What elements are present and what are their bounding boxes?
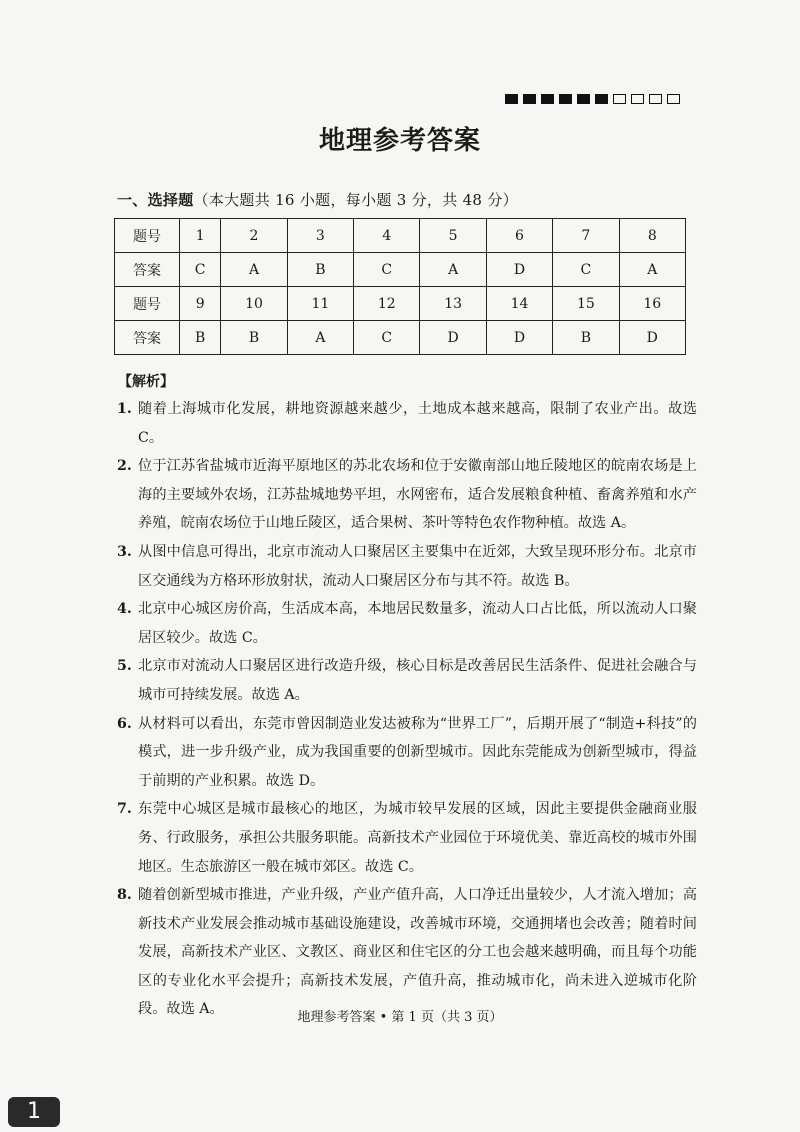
page-number-badge: 1	[8, 1097, 60, 1127]
analysis-item-number: 8.	[117, 887, 132, 904]
progress-mark-filled	[541, 94, 554, 104]
analysis-label: 【解析】	[118, 374, 174, 390]
table-cell: D	[420, 321, 486, 355]
analysis-item-number: 5.	[117, 658, 132, 675]
analysis-item	[117, 595, 697, 652]
table-cell: D	[486, 253, 552, 287]
analysis-item-text: 东莞中心城区是城市最核心的地区，为城市较早发展的区域，因此主要提供金融商业服务、行政服务，承担公共服务职能。高新技术产业园位于环境优美、靠近高校的城市外围地区。生态旅游区一般在城市郊区。故选 C。	[138, 801, 697, 875]
analysis-item	[117, 652, 697, 709]
table-cell: A	[287, 321, 353, 355]
analysis-item	[117, 710, 697, 796]
analysis-item	[117, 538, 697, 595]
table-cell: B	[180, 321, 221, 355]
table-row-header: 答案	[115, 321, 180, 355]
analysis-item-number: 4.	[117, 601, 132, 618]
analysis-item	[117, 452, 697, 538]
table-cell: B	[221, 321, 287, 355]
table-row-header: 题号	[115, 219, 180, 253]
analysis-item-number: 2.	[117, 458, 132, 475]
table-cell: 16	[619, 287, 685, 321]
analysis-item-text: 北京市对流动人口聚居区进行改造升级，核心目标是改善居民生活条件、促进社会融合与城市可持续发展。故选 A。	[138, 658, 697, 703]
table-cell: 14	[486, 287, 552, 321]
table-cell: C	[354, 253, 420, 287]
section-heading	[117, 189, 518, 210]
table-cell: 11	[287, 287, 353, 321]
table-cell: B	[553, 321, 619, 355]
table-row	[115, 253, 686, 287]
table-cell: D	[619, 321, 685, 355]
table-cell: 8	[619, 219, 685, 253]
table-cell: B	[287, 253, 353, 287]
progress-marks	[505, 94, 680, 104]
table-cell: A	[619, 253, 685, 287]
table-row	[115, 321, 686, 355]
table-cell: C	[180, 253, 221, 287]
analysis-list	[117, 395, 697, 1024]
table-cell: 4	[354, 219, 420, 253]
progress-mark-filled	[505, 94, 518, 104]
analysis-item-number: 3.	[117, 543, 132, 560]
table-cell: A	[221, 253, 287, 287]
table-row	[115, 219, 686, 253]
analysis-item-number: 1.	[117, 401, 132, 417]
table-row-header: 题号	[115, 287, 180, 321]
section-heading-lead: 一、选择题	[117, 191, 194, 209]
progress-mark-filled	[523, 94, 536, 104]
table-cell: C	[354, 321, 420, 355]
answer-table	[114, 218, 686, 355]
table-cell: 10	[221, 287, 287, 321]
progress-mark-empty	[667, 94, 680, 104]
analysis-item-text: 北京中心城区房价高，生活成本高，本地居民数量多，流动人口占比低，所以流动人口聚居区较少。故选 C。	[138, 601, 697, 646]
analysis-item-number: 7.	[117, 801, 132, 818]
table-cell: 5	[420, 219, 486, 253]
progress-mark-filled	[595, 94, 608, 104]
table-cell: C	[553, 253, 619, 287]
table-cell: 7	[553, 219, 619, 253]
analysis-item-text: 随着创新型城市推进，产业升级，产业产值升高，人口净迁出量较少，人才流入增加；高新技术产业发展会推动城市基础设施建设，改善城市环境，交通拥堵也会改善；随着时间发展，高新技术产业区、文教区、商业区和住宅区的分工也会越来越明确，而且每个功能区的专业化水平会提升；高新技术发展，产值升高，推动城市化，尚未进入逆城市化阶段。故选 A。	[138, 887, 697, 1018]
progress-mark-empty	[613, 94, 626, 104]
analysis-item-text: 从材料可以看出，东莞市曾因制造业发达被称为“世界工厂”，后期开展了“制造+科技”的模式，进一步升级产业，成为我国重要的创新型城市。因此东莞能成为创新型城市，得益于前期的产业积累。故选 D。	[138, 715, 697, 789]
analysis-item	[117, 395, 697, 452]
analysis-item-number: 6.	[117, 715, 132, 732]
table-cell: 9	[180, 287, 221, 321]
progress-mark-empty	[649, 94, 662, 104]
table-cell: D	[486, 321, 552, 355]
table-cell: 1	[180, 219, 221, 253]
analysis-item-text: 位于江苏省盐城市近海平原地区的苏北农场和位于安徽南部山地丘陵地区的皖南农场是上海的主要域外农场，江苏盐城地势平坦，水网密布，适合发展粮食种植、畜禽养殖和水产养殖，皖南农场位于山地丘陵区，适合果树、茶叶等特色农作物种植。故选 A。	[138, 458, 697, 532]
table-cell: A	[420, 253, 486, 287]
table-cell: 6	[486, 219, 552, 253]
table-cell: 15	[553, 287, 619, 321]
progress-mark-filled	[559, 94, 572, 104]
table-cell: 2	[221, 219, 287, 253]
table-cell: 3	[287, 219, 353, 253]
table-cell: 12	[354, 287, 420, 321]
page-footer: 地理参考答案 • 第 1 页（共 3 页）	[297, 1010, 503, 1025]
progress-mark-filled	[577, 94, 590, 104]
analysis-item	[117, 795, 697, 881]
analysis-item-text: 从图中信息可得出，北京市流动人口聚居区主要集中在近郊，大致呈现环形分布。北京市区交通线为方格环形放射状，流动人口聚居区分布与其不符。故选 B。	[138, 543, 697, 589]
progress-mark-empty	[631, 94, 644, 104]
page-title: 地理参考答案	[318, 126, 481, 156]
table-row-header: 答案	[115, 253, 180, 287]
analysis-item-text: 随着上海城市化发展，耕地资源越来越少，土地成本越来越高，限制了农业产出。故选 C。	[138, 401, 697, 446]
section-heading-detail: （本大题共 16 小题，每小题 3 分，共 48 分）	[193, 191, 518, 209]
table-cell: 13	[420, 287, 486, 321]
table-row	[115, 287, 686, 321]
analysis-item	[117, 881, 697, 1024]
